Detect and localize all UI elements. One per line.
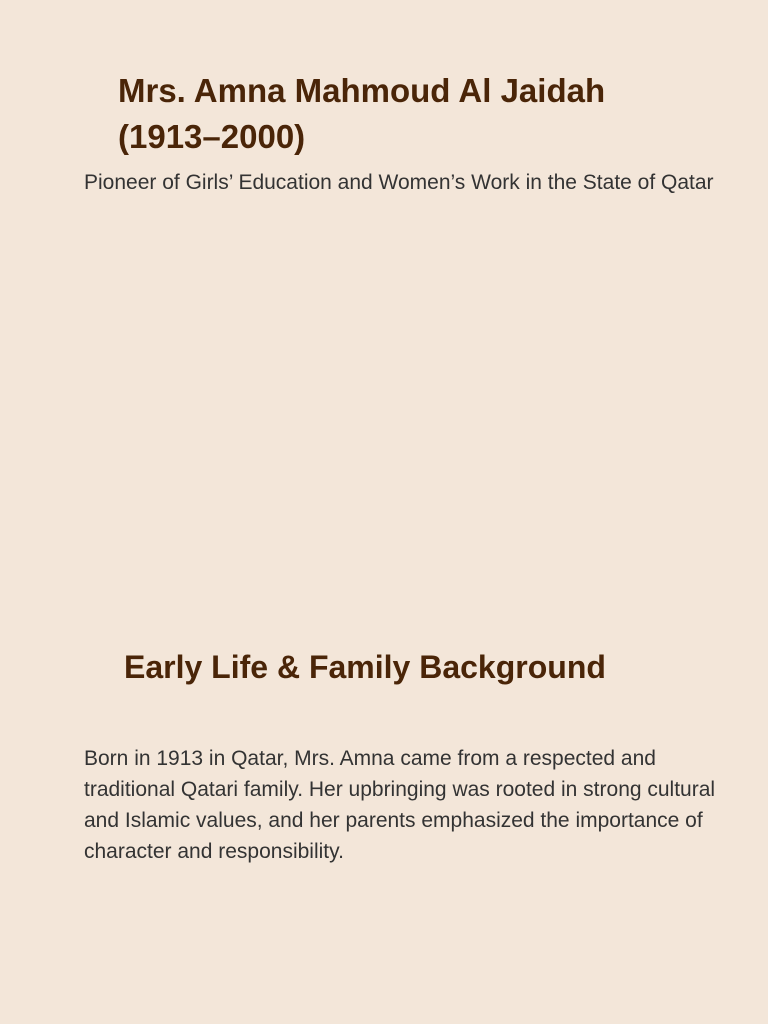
page-subtitle: Pioneer of Girls’ Education and Women’s Work in the State of Qatar [84,171,714,194]
page-title: Mrs. Amna Mahmoud Al Jaidah (1913–2000) [118,72,606,155]
section-heading-early-life: Early Life & Family Background [124,649,606,685]
section-body-early-life: Born in 1913 in Qatar, Mrs. Amna came from a respected and traditional Qatari family. Her upbringing was rooted in strong cultural and Islamic values, and her parents emphasized the importance of character and responsibility. [84,747,716,863]
